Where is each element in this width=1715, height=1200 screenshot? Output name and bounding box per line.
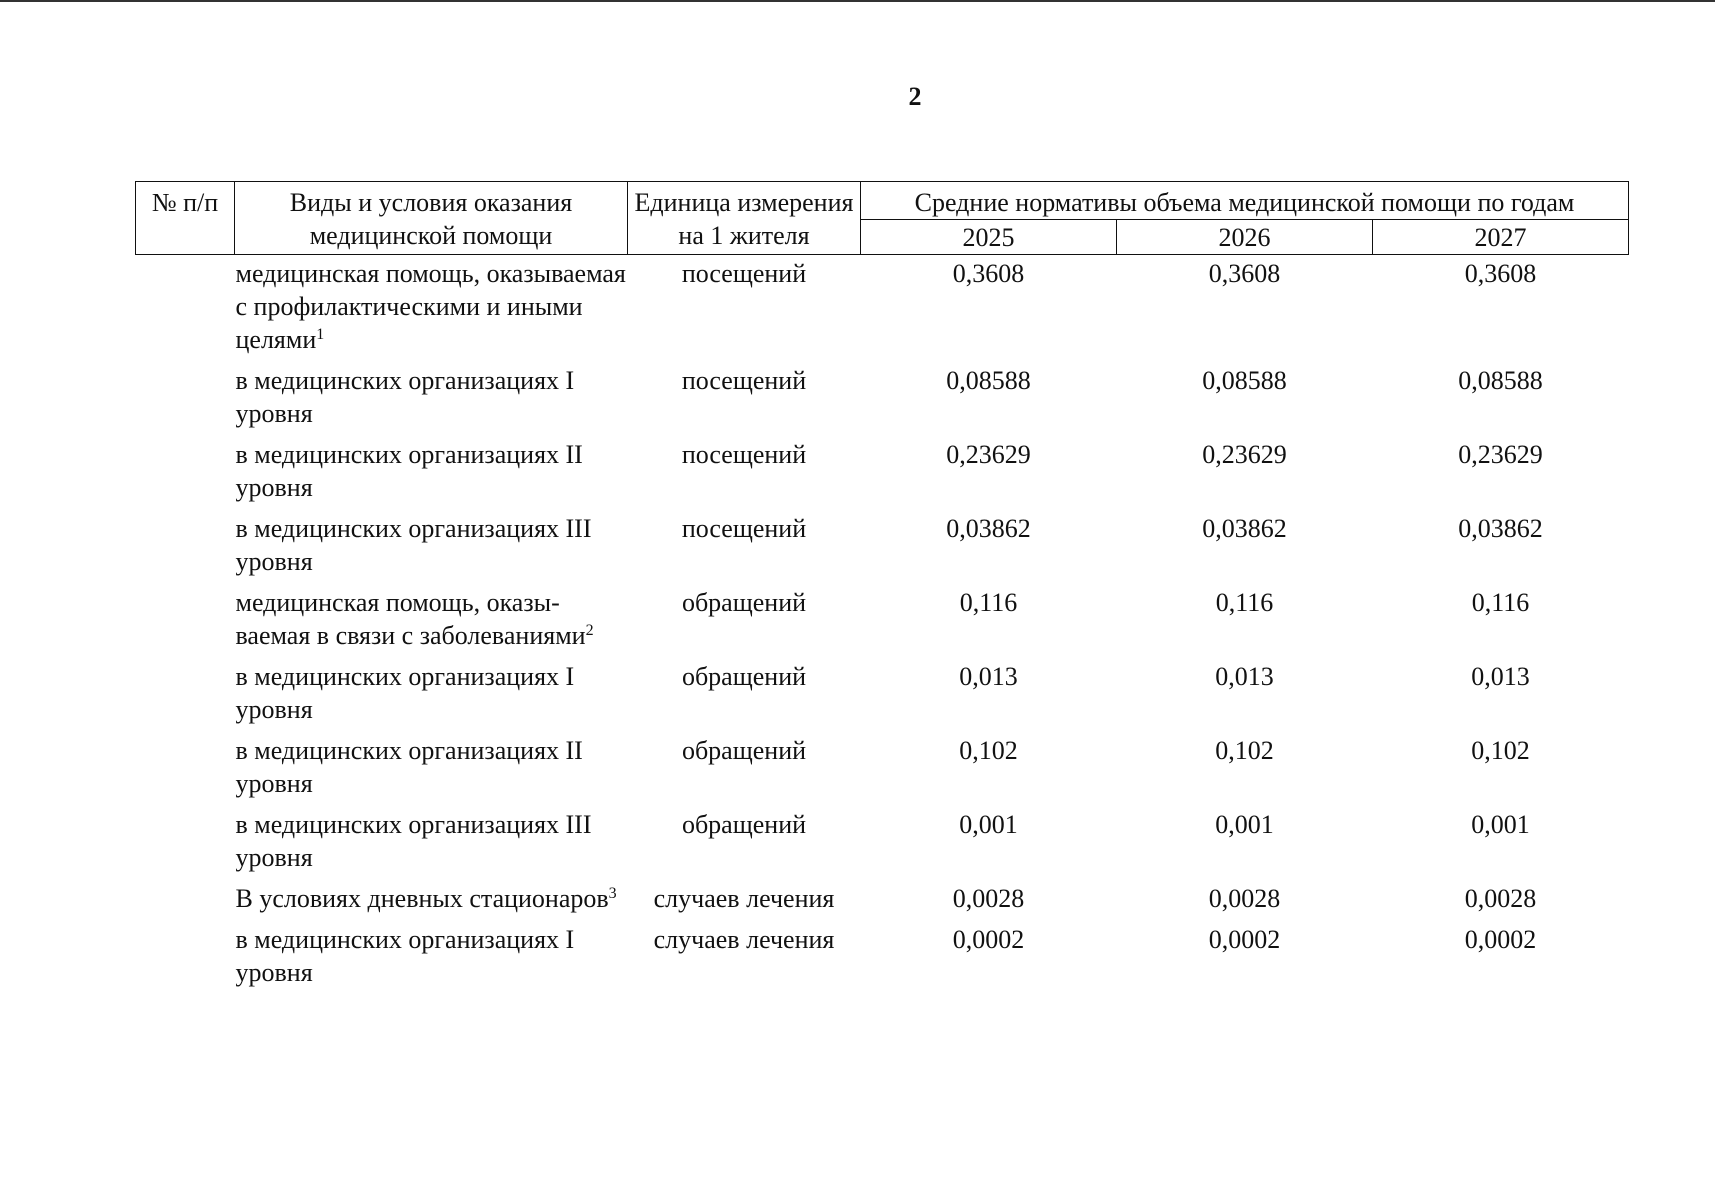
row-kind-text: В условиях дневных стационаров	[235, 884, 609, 913]
row-unit-cell: посещений	[681, 440, 807, 469]
table-row	[136, 660, 1629, 734]
volume-norms-table	[135, 181, 1629, 997]
row-value-2025: 0,08588	[946, 366, 1031, 395]
row-value-2025: 0,001	[959, 810, 1018, 839]
row-value-2026: 0,001	[1215, 810, 1274, 839]
row-value-2025: 0,013	[959, 662, 1018, 691]
row-unit-cell: случаев лечения	[653, 925, 835, 954]
row-value-2025: 0,3608	[952, 259, 1025, 288]
row-value-2027: 0,3608	[1464, 259, 1537, 288]
row-value-2027: 0,001	[1471, 810, 1530, 839]
footnote-mark: 1	[316, 326, 325, 343]
row-value-2027: 0,08588	[1458, 366, 1543, 395]
row-kind-cell	[235, 734, 628, 808]
row-unit-cell: обращений	[681, 662, 807, 691]
header-unit: Единица измерения на 1 жителя	[628, 182, 861, 255]
row-kind-text: в медицинских организациях I уровня	[235, 662, 575, 724]
row-kind-cell	[235, 586, 628, 660]
header-year-2027: 2027	[1373, 220, 1629, 255]
row-value-2027: 0,0002	[1464, 925, 1537, 954]
row-kind-text: в медицинских организациях I уровня	[235, 925, 575, 987]
table-row	[136, 364, 1629, 438]
row-value-2025: 0,0002	[952, 925, 1025, 954]
row-value-2026: 0,08588	[1202, 366, 1287, 395]
row-unit-cell: посещений	[681, 366, 807, 395]
row-kind-cell	[235, 882, 628, 923]
row-unit-cell: обращений	[681, 588, 807, 617]
row-kind-text: медицинская помощь, оказы-ваемая в связи с заболеваниями	[235, 588, 586, 650]
row-unit-cell: обращений	[681, 736, 807, 765]
row-value-2027: 0,013	[1471, 662, 1530, 691]
row-kind-cell	[235, 364, 628, 438]
row-kind-text: в медицинских организациях III уровня	[235, 810, 592, 872]
table-row	[136, 512, 1629, 586]
row-value-2025: 0,116	[959, 588, 1018, 617]
table-row	[136, 882, 1629, 923]
row-value-2026: 0,3608	[1208, 259, 1281, 288]
row-value-2025: 0,23629	[946, 440, 1031, 469]
row-kind-cell	[235, 660, 628, 734]
row-kind-text: в медицинских организациях II уровня	[235, 440, 583, 502]
row-number-cell	[136, 364, 235, 438]
row-number-cell	[136, 882, 235, 923]
table-row	[136, 255, 1629, 365]
header-average-norms: Средние нормативы объема медицинской помощи по годам	[861, 182, 1629, 220]
row-kind-cell	[235, 512, 628, 586]
row-number-cell	[136, 512, 235, 586]
row-kind-text: медицинская помощь, оказываемая с профилактическими и иными целями	[235, 259, 626, 354]
row-value-2025: 0,03862	[946, 514, 1031, 543]
row-kind-text: в медицинских организациях III уровня	[235, 514, 592, 576]
row-kind-cell	[235, 808, 628, 882]
row-value-2027: 0,03862	[1458, 514, 1543, 543]
row-kind-cell	[235, 255, 628, 365]
row-number-cell	[136, 255, 235, 365]
row-unit-cell: посещений	[681, 514, 807, 543]
header-number: № п/п	[136, 182, 235, 255]
row-value-2026: 0,03862	[1202, 514, 1287, 543]
header-kind: Виды и условия оказания медицинской помощи	[235, 182, 628, 255]
row-value-2025: 0,102	[959, 736, 1018, 765]
row-unit-cell: обращений	[681, 810, 807, 839]
row-value-2026: 0,102	[1215, 736, 1274, 765]
top-border-rule	[0, 0, 1715, 2]
row-number-cell	[136, 438, 235, 512]
row-value-2026: 0,116	[1215, 588, 1274, 617]
row-number-cell	[136, 734, 235, 808]
table-row	[136, 438, 1629, 512]
header-year-2026: 2026	[1117, 220, 1373, 255]
row-number-cell	[136, 586, 235, 660]
row-kind-cell	[235, 923, 628, 997]
footnote-mark: 2	[585, 622, 594, 639]
row-value-2027: 0,0028	[1464, 884, 1537, 913]
footnote-mark: 3	[608, 885, 617, 902]
row-number-cell	[136, 660, 235, 734]
row-value-2026: 0,0002	[1208, 925, 1281, 954]
table-header	[136, 182, 1629, 255]
table-row	[136, 586, 1629, 660]
row-value-2026: 0,23629	[1202, 440, 1287, 469]
table-body	[136, 255, 1629, 998]
row-value-2025: 0,0028	[952, 884, 1025, 913]
row-value-2027: 0,102	[1471, 736, 1530, 765]
table-row	[136, 923, 1629, 997]
row-number-cell	[136, 923, 235, 997]
row-unit-cell: посещений	[681, 259, 807, 288]
row-unit-cell: случаев лечения	[653, 884, 835, 913]
row-value-2027: 0,23629	[1458, 440, 1543, 469]
row-value-2026: 0,013	[1215, 662, 1274, 691]
table-row	[136, 808, 1629, 882]
row-kind-text: в медицинских организациях I уровня	[235, 366, 575, 428]
row-kind-cell	[235, 438, 628, 512]
page-number: 2	[908, 82, 922, 111]
header-year-2025: 2025	[861, 220, 1117, 255]
row-value-2027: 0,116	[1471, 588, 1530, 617]
table-row	[136, 734, 1629, 808]
row-kind-text: в медицинских организациях II уровня	[235, 736, 583, 798]
row-number-cell	[136, 808, 235, 882]
row-value-2026: 0,0028	[1208, 884, 1281, 913]
